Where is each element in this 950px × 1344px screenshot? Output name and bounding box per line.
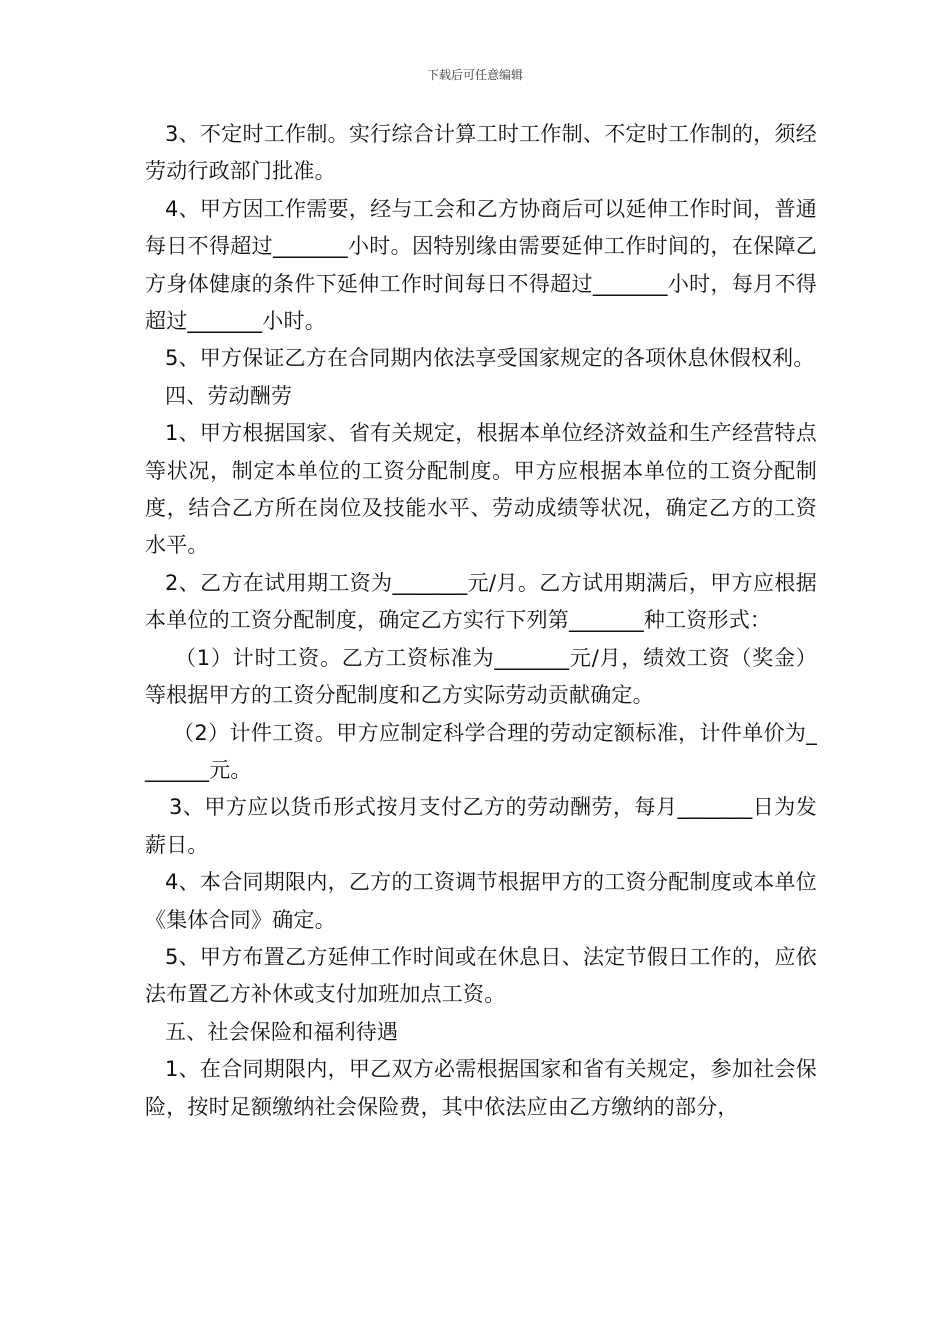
paragraph-rest-leave: 5、甲方保证乙方在合同期内依法享受国家规定的各项休息休假权利。 [165,346,815,371]
paragraph-wage-system: 1、甲方根据国家、省有关规定，根据本单位经济效益和生产经营特点等状况，制定本单位的工资分配制度。甲方应根据本单位的工资分配制度，结合乙方所在岗位及技能水平、劳动成绩等状况，确定乙方的工资水平。 [145,421,817,558]
paragraph-time-wage: （1）计时工资。乙方工资标准为_______元/月，绩效工资（奖金）等根据甲方的工资分配制度和乙方实际劳动贡献确定。 [145,645,817,708]
paragraph-wage-adjustment: 4、本合同期限内，乙方的工资调节根据甲方的工资分配制度或本单位《集体合同》确定。 [145,870,817,932]
paragraph-probation-wage: 2、乙方在试用期工资为_______元/月。乙方试用期满后，甲方应根据本单位的工资分配制度，确定乙方实行下列第_______种工资形式： [145,570,817,633]
page-header: 下载后可任意编辑 [426,68,523,82]
section-heading-remuneration: 四、劳动酬劳 [165,383,293,408]
paragraph-irregular-hours: 3、不定时工作制。实行综合计算工时工作制、不定时工作制的，须经劳动行政部门批准。 [145,122,817,184]
paragraph-overtime-limits: 4、甲方因工作需要，经与工会和乙方协商后可以延伸工作时间，普通每日不得超过_______小时。因特别缘由需要延伸工作时间的，在保障乙方身体健康的条件下延伸工作时间每日不得超过_______小时，每月不得超过_______小时。 [145,196,817,334]
paragraph-overtime-pay: 5、甲方布置乙方延伸工作时间或在休息日、法定节假日工作的，应依法布置乙方补休或支付加班加点工资。 [145,944,817,1007]
paragraph-piece-wage: （2）计件工资。甲方应制定科学合理的劳动定额标准，计件单价为_______元。 [145,720,817,782]
paragraph-payday: 3、甲方应以货币形式按月支付乙方的劳动酬劳，每月_______日为发薪日。 [145,795,817,857]
section-heading-social-insurance: 五、社会保险和福利待遇 [165,1019,399,1044]
paragraph-social-insurance: 1、在合同期限内，甲乙双方必需根据国家和省有关规定，参加社会保险，按时足额缴纳社会保险费，其中依法应由乙方缴纳的部分， [145,1057,817,1119]
document-body [145,116,817,1126]
